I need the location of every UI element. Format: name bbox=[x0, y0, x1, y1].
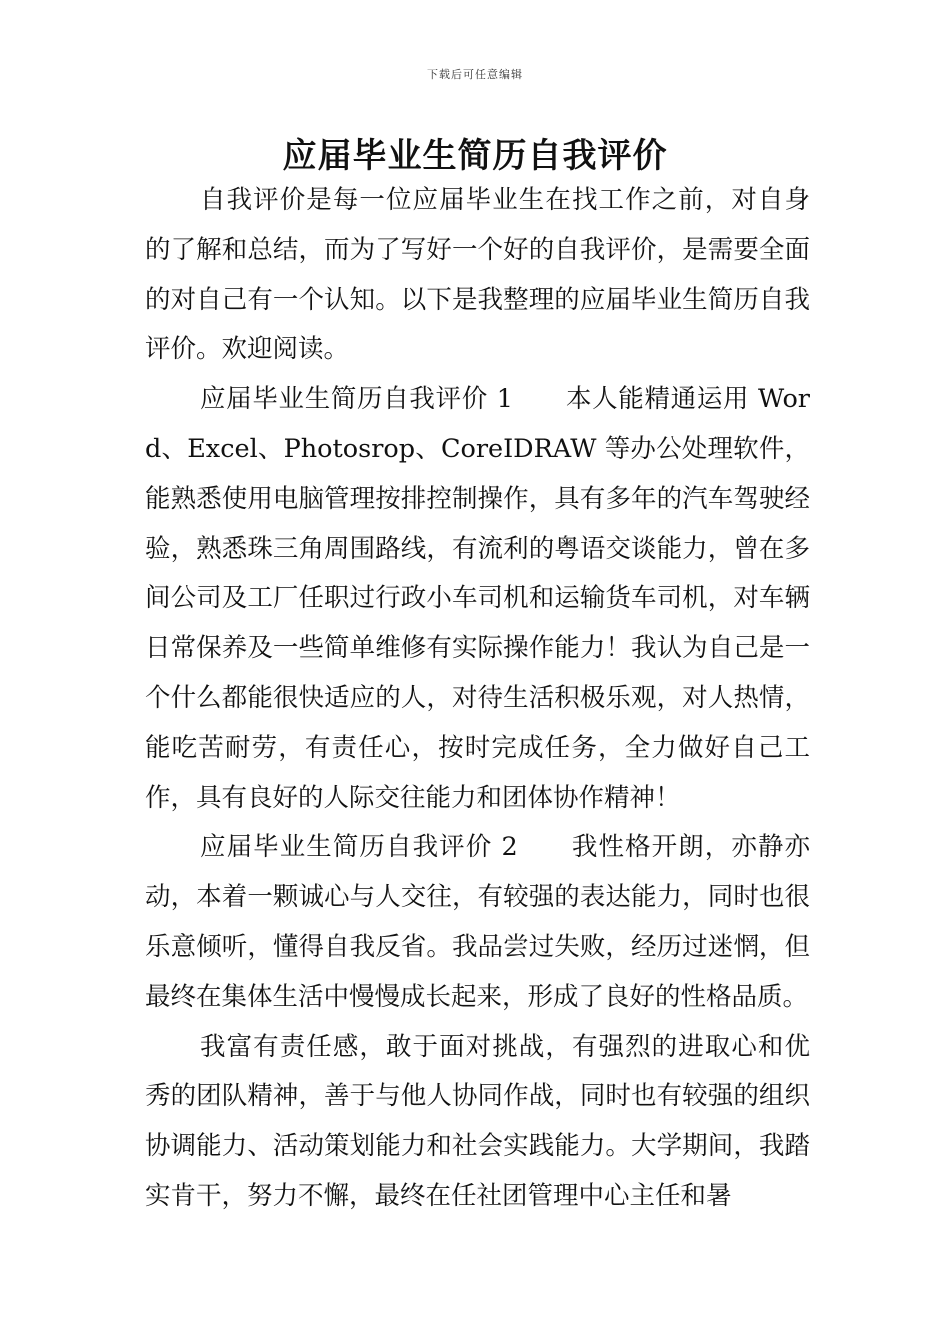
document-body bbox=[145, 176, 810, 1222]
paragraph-evaluation-2: 应届毕业生简历自我评价 2 我性格开朗，亦静亦动，本着一颗诚心与人交往，有较强的表达能力，同时也很乐意倾听，懂得自我反省。我品尝过失败，经历过迷惘，但最终在集体生活中慢慢成长起来，形成了良好的性格品质。 bbox=[145, 832, 810, 1012]
paragraph-responsibility: 我富有责任感，敢于面对挑战，有强烈的进取心和优秀的团队精神，善于与他人协同作战，同时也有较强的组织协调能力、活动策划能力和社会实践能力。大学期间，我踏实肯干，努力不懈，最终在任社团管理中心主任和暑 bbox=[145, 1031, 810, 1211]
paragraph-evaluation-1: 应届毕业生简历自我评价 1 本人能精通运用 Word、Excel、Photosrop、CoreIDRAW 等办公处理软件，能熟悉使用电脑管理按排控制操作，具有多年的汽车驾驶经验，熟悉珠三角周围路线，有流利的粤语交谈能力，曾在多间公司及工厂任职过行政小车司机和运输货车司机，对车辆日常保养及一些简单维修有实际操作能力！我认为自己是一个什么都能很快适应的人，对待生活积极乐观，对人热情，能吃苦耐劳，有责任心，按时完成任务，全力做好自己工作，具有良好的人际交往能力和团体协作精神！ bbox=[145, 384, 810, 813]
page-title: 应届毕业生简历自我评价 bbox=[282, 136, 668, 176]
paragraph-intro: 自我评价是每一位应届毕业生在找工作之前，对自身的了解和总结，而为了写好一个好的自我评价，是需要全面的对自己有一个认知。以下是我整理的应届毕业生简历自我评价。欢迎阅读。 bbox=[145, 185, 810, 365]
header-note: 下载后可任意编辑 bbox=[427, 68, 523, 81]
